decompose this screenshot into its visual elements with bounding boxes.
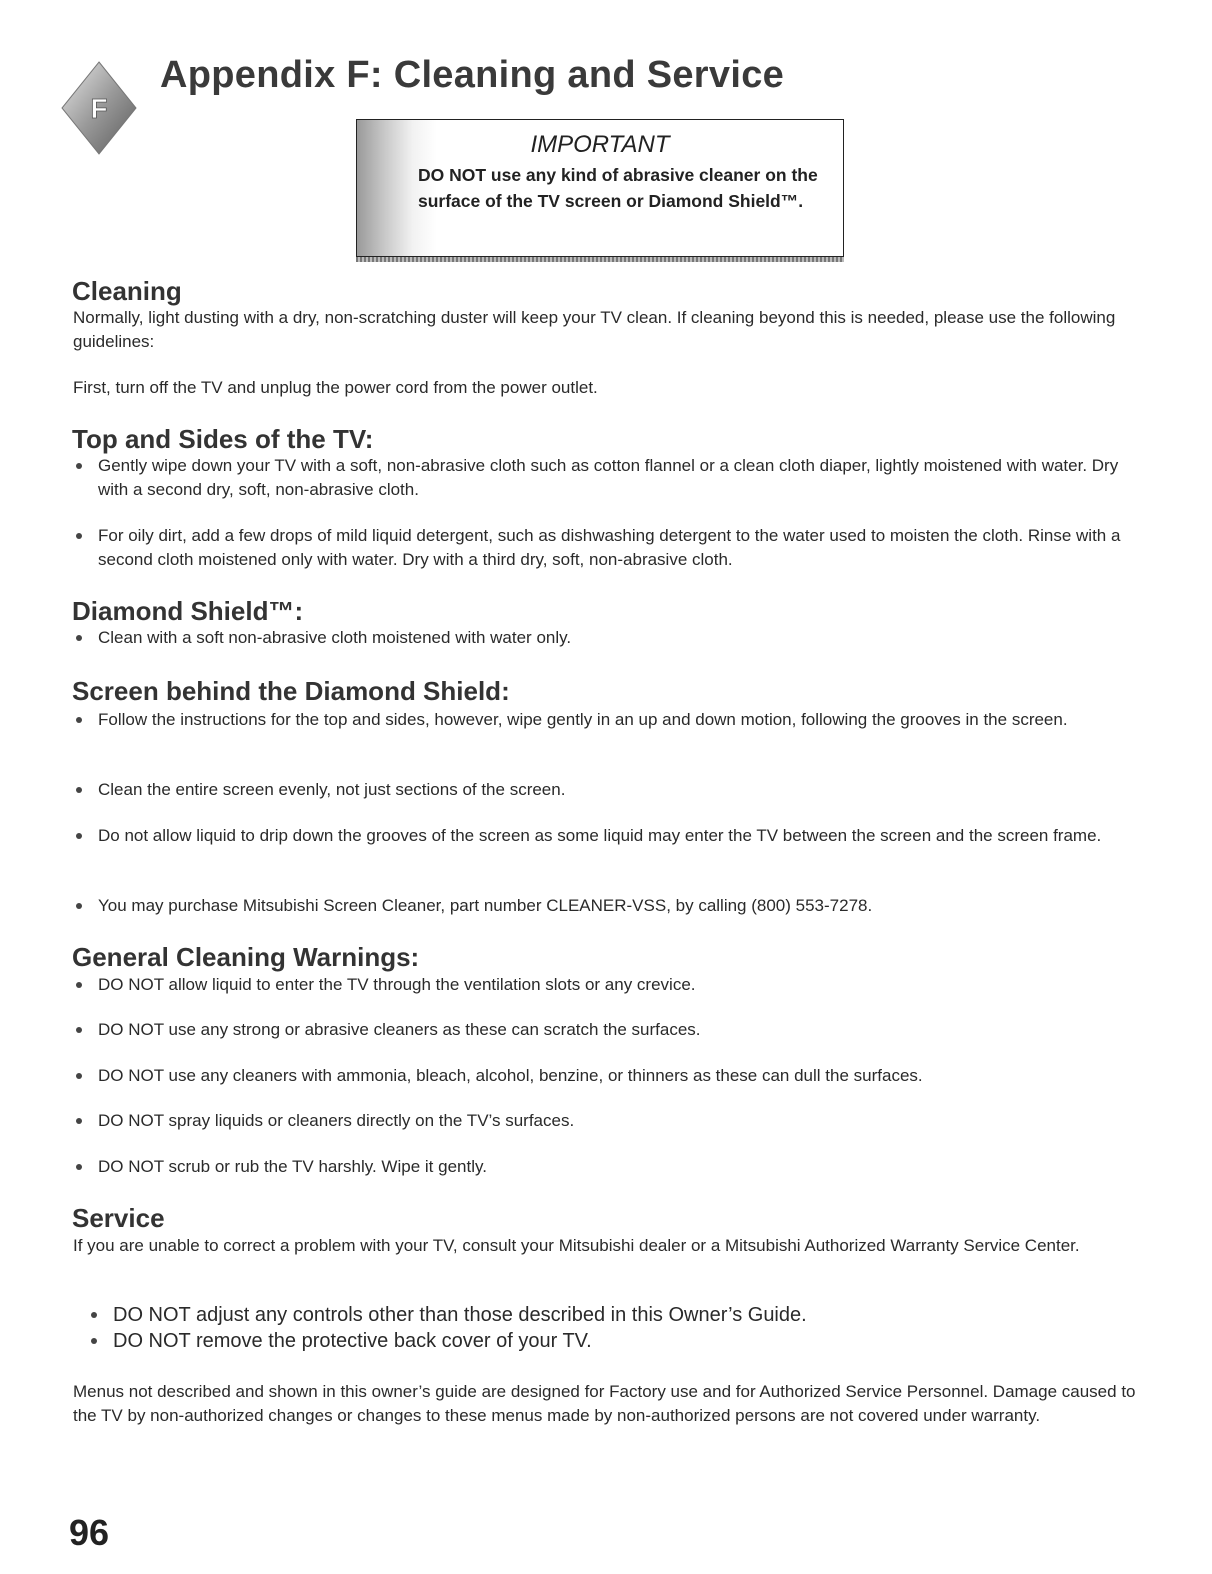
- diamond-shield-heading: Diamond Shield™:: [72, 596, 304, 626]
- list-item: For oily dirt, add a few drops of mild liquid detergent, such as dishwashing detergent to the water used to moisten the cloth. Rinse with a second cloth moistened only with water. Dry with a third dry, soft, non-abrasive cloth.: [98, 524, 1138, 572]
- list-item: DO NOT use any strong or abrasive cleaners as these can scratch the surfaces.: [98, 1018, 1138, 1042]
- list-item: DO NOT adjust any controls other than those described in this Owner’s Guide.: [113, 1302, 1153, 1328]
- list-item: DO NOT allow liquid to enter the TV through the ventilation slots or any crevice.: [98, 973, 1138, 997]
- badge-letter: F: [90, 93, 108, 124]
- list-item: DO NOT spray liquids or cleaners directly on the TV’s surfaces.: [98, 1109, 1138, 1133]
- list-item: Clean with a soft non-abrasive cloth moistened with water only.: [98, 626, 1138, 650]
- appendix-f-badge-icon: [60, 60, 138, 156]
- important-text: DO NOT use any kind of abrasive cleaner on the surface of the TV screen or Diamond Shield™.: [418, 165, 818, 211]
- screen-behind-heading: Screen behind the Diamond Shield:: [72, 676, 510, 706]
- service-intro: If you are unable to correct a problem with your TV, consult your Mitsubishi dealer or a Mitsubishi Authorized Warranty Service Center.: [73, 1236, 1080, 1255]
- list-item: Follow the instructions for the top and sides, however, wipe gently in an up and down motion, following the grooves in the screen.: [98, 708, 1138, 732]
- list-item: DO NOT remove the protective back cover of your TV.: [113, 1328, 1153, 1354]
- important-notice-box: [356, 119, 844, 257]
- list-item: You may purchase Mitsubishi Screen Cleaner, part number CLEANER-VSS, by calling (800) 553-7278.: [98, 894, 1138, 918]
- list-item: DO NOT use any cleaners with ammonia, bleach, alcohol, benzine, or thinners as these can dull the surfaces.: [98, 1064, 1138, 1088]
- cleaning-heading: Cleaning: [72, 276, 182, 306]
- service-heading: Service: [72, 1203, 165, 1233]
- page-number: 96: [69, 1512, 110, 1553]
- important-heading: IMPORTANT: [530, 131, 670, 158]
- list-item: Clean the entire screen evenly, not just sections of the screen.: [98, 778, 1138, 802]
- list-item: Gently wipe down your TV with a soft, non-abrasive cloth such as cotton flannel or a clean cloth diaper, lightly moistened with water. Dry with a second dry, soft, non-abrasive cloth.: [98, 454, 1138, 502]
- service-note: Menus not described and shown in this owner’s guide are designed for Factory use and for Authorized Service Personnel. Damage caused to the TV by non-authorized changes or changes to these menus made by non-authorized persons are not covered under warranty.: [73, 1382, 1136, 1425]
- cleaning-intro: Normally, light dusting with a dry, non-scratching duster will keep your TV clean. If cleaning beyond this is needed, please use the following guidelines:: [73, 308, 1116, 351]
- list-item: DO NOT scrub or rub the TV harshly. Wipe it gently.: [98, 1155, 1138, 1179]
- top-sides-heading: Top and Sides of the TV:: [72, 424, 374, 454]
- list-item: Do not allow liquid to drip down the grooves of the screen as some liquid may enter the TV between the screen and the screen frame.: [98, 824, 1138, 848]
- cleaning-first-step: First, turn off the TV and unplug the power cord from the power outlet.: [73, 378, 598, 397]
- page-title: Appendix F: Cleaning and Service: [160, 54, 785, 96]
- warnings-heading: General Cleaning Warnings:: [72, 942, 420, 972]
